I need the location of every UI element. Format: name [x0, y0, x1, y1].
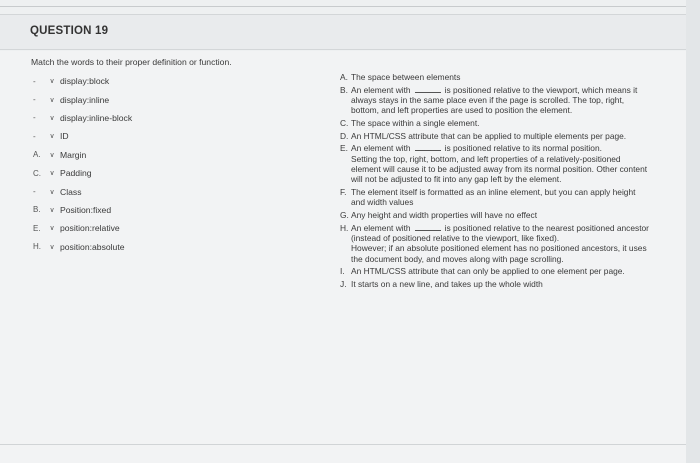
- question-instructions: Match the words to their proper definition or function.: [31, 57, 232, 67]
- definition-item: [340, 210, 650, 220]
- question-title: QUESTION 19: [30, 25, 109, 37]
- definition-letter: H.: [340, 222, 349, 233]
- blank-line: [415, 223, 441, 231]
- chevron-down-icon[interactable]: ∨: [49, 114, 55, 122]
- match-row: [33, 127, 293, 145]
- definition-text: The element itself is formatted as an inline element, but you can apply height and width values: [351, 187, 636, 208]
- selected-answer: -: [33, 113, 36, 123]
- bottom-divider: [0, 444, 700, 445]
- definition-item: [340, 187, 650, 208]
- definition-letter: I.: [340, 266, 345, 277]
- definition-letter: E.: [340, 143, 348, 154]
- selected-answer: C.: [33, 168, 41, 178]
- match-term: display:block: [60, 76, 110, 87]
- definition-text: It starts on a new line, and takes up the whole width: [351, 279, 543, 289]
- definition-item: [340, 266, 650, 276]
- selected-answer: B.: [33, 205, 41, 215]
- match-term: display:inline: [60, 94, 110, 105]
- chevron-down-icon[interactable]: ∨: [49, 206, 55, 214]
- definition-item: [340, 118, 650, 128]
- definition-item: [340, 223, 650, 265]
- top-divider: [0, 6, 700, 7]
- match-row: [33, 201, 293, 219]
- blank-line: [415, 143, 441, 151]
- match-row: [33, 164, 293, 182]
- definition-item: [340, 143, 650, 185]
- match-term: Class: [60, 186, 82, 197]
- definition-text: An HTML/CSS attribute that can be applied to multiple elements per page.: [351, 130, 627, 141]
- chevron-down-icon[interactable]: ∨: [49, 151, 55, 159]
- definition-text: An element with is positioned relative to the nearest positioned ancestor (instead of positioned relative to the viewport, like fixed). However; if an absolute positioned element has no positioned ancestors, it uses the document body, and moves along with page scrolling.: [351, 222, 649, 264]
- definition-item: [340, 131, 650, 141]
- definition-letter: G.: [340, 210, 349, 220]
- match-term: display:inline-block: [60, 112, 133, 123]
- definition-item: [340, 72, 650, 82]
- definition-letter: D.: [340, 130, 349, 141]
- selected-answer: -: [33, 131, 36, 141]
- definition-text: An element with is positioned relative to its normal position. Setting the top, right, bottom, and left properties of a relatively-positioned element will cause it to be adjusted away from its normal position. Other content will not be adjusted to fit into any gap left by the element.: [351, 143, 648, 185]
- match-term: Position:fixed: [60, 204, 112, 215]
- match-row: [33, 109, 293, 127]
- match-term: position:relative: [60, 223, 120, 234]
- match-term: Padding: [60, 168, 92, 179]
- definition-item: [340, 279, 650, 289]
- definition-text: The space between elements: [351, 72, 461, 82]
- definition-text: The space within a single element.: [351, 118, 480, 128]
- match-row: [33, 182, 293, 200]
- definition-letter: F.: [340, 187, 347, 197]
- definitions-list: [340, 72, 650, 292]
- page-edge: [686, 0, 700, 463]
- definition-text: An HTML/CSS attribute that can only be applied to one element per page.: [351, 266, 625, 277]
- chevron-down-icon[interactable]: ∨: [49, 170, 55, 178]
- selected-answer: -: [33, 76, 36, 86]
- selected-answer: -: [33, 95, 36, 105]
- match-row: [33, 146, 293, 164]
- match-term: Margin: [60, 149, 87, 160]
- selected-answer: E.: [33, 223, 41, 233]
- definition-letter: A.: [340, 72, 348, 82]
- definition-letter: C.: [340, 118, 349, 128]
- match-term: position:absolute: [60, 241, 125, 252]
- chevron-down-icon[interactable]: ∨: [49, 133, 55, 141]
- selected-answer: A.: [33, 150, 41, 160]
- selected-answer: H.: [33, 242, 41, 252]
- chevron-down-icon[interactable]: ∨: [49, 78, 55, 86]
- match-row: [33, 219, 293, 237]
- definition-letter: B.: [340, 84, 348, 95]
- chevron-down-icon[interactable]: ∨: [49, 243, 55, 251]
- chevron-down-icon[interactable]: ∨: [49, 225, 55, 233]
- blank-line: [415, 85, 441, 93]
- definition-text: An element with is positioned relative to the viewport, which means it always stays in the same place even if the page is scrolled. The top, right, bottom, and left properties are used to position the element.: [351, 84, 638, 116]
- match-terms-list: [33, 72, 293, 256]
- match-row: [33, 90, 293, 108]
- match-row: [33, 72, 293, 90]
- definition-item: [340, 85, 650, 116]
- selected-answer: -: [33, 187, 36, 197]
- definition-letter: J.: [340, 279, 347, 289]
- definition-text: Any height and width properties will have no effect: [351, 210, 538, 220]
- match-term: ID: [60, 131, 69, 142]
- chevron-down-icon[interactable]: ∨: [49, 96, 55, 104]
- chevron-down-icon[interactable]: ∨: [49, 188, 55, 196]
- match-row: [33, 238, 293, 256]
